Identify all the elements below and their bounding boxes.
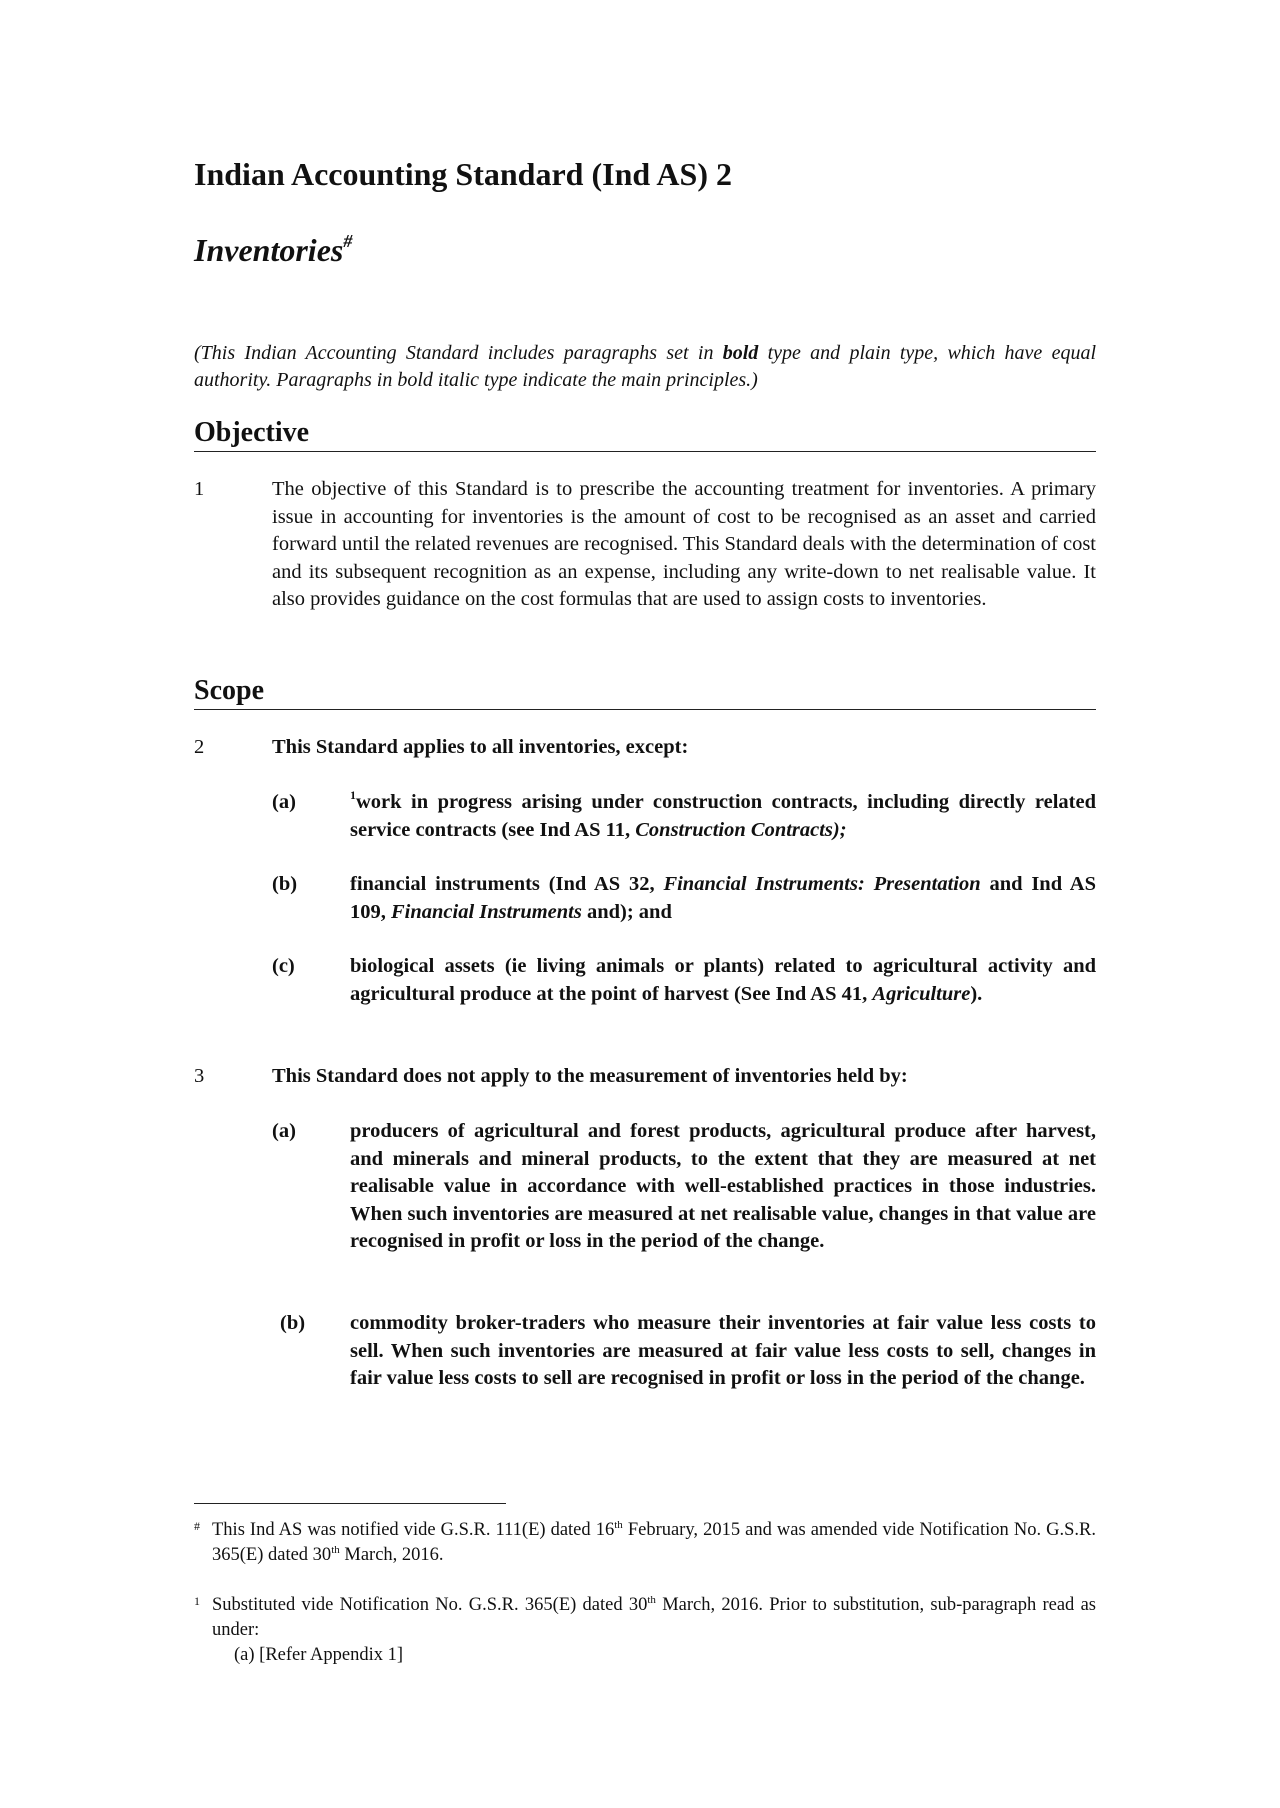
list-item-label: (c): [272, 955, 295, 977]
paragraph-text: This Standard does not apply to the measurement of inventories held by:: [272, 1065, 908, 1087]
list-item-text: producers of agricultural and forest products, agricultural produce after harvest, and minerals and mineral products, to the extent that they are measured at net realisable value in accordance with well-established practices in those industries. When such inventories are measured at net realisable value, changes in that value are recognised in profit or loss in the period of the change.: [350, 1120, 1096, 1252]
item-italic-part: Construction Contracts);: [635, 818, 847, 841]
paragraph-number: 2: [194, 736, 205, 758]
paragraph-text: The objective of this Standard is to prescribe the accounting treatment for inventories. A primary issue in accounting for inventories is the amount of cost to be recognised as an asset and carried forward until the related revenues are recognised. This Standard deals with the determination of cost and its subsequent recognition as an expense, including any write-down to net realisable value. It also provides guidance on the cost formulas that are used to assign costs to inventories.: [272, 478, 1096, 610]
list-item-label: (b): [272, 873, 298, 895]
footnote-text-part: March, 2016.: [339, 1545, 444, 1565]
item-text-part: work in progress arising under construction contracts, including directly related service contracts (see Ind AS 11,: [350, 791, 1096, 841]
document-title: Indian Accounting Standard (Ind AS) 2: [194, 156, 732, 192]
document-subtitle: [194, 232, 352, 269]
list-item-label: (a): [272, 791, 296, 813]
list-item: [272, 871, 1096, 926]
footnote: [194, 1518, 1096, 1568]
list-item: [272, 953, 1096, 1008]
item-text-part: ).: [970, 982, 983, 1005]
paragraph-number: 3: [194, 1065, 205, 1087]
footnote-text-part: February, 2015 and was amended vide Notification No. G.S.R. 365(E) dated 30: [212, 1520, 1096, 1565]
intro-note: [194, 340, 1096, 394]
item-italic-part: Agriculture: [872, 982, 971, 1005]
list-item: [272, 1310, 1096, 1393]
footnote-ordinal: th: [647, 1594, 656, 1606]
footnote-text-part: Substituted vide Notification No. G.S.R. 365(E) dated 30: [212, 1595, 648, 1615]
intro-text-1: (This Indian Accounting Standard includes paragraphs set in: [194, 342, 723, 364]
footnote-ordinal: th: [331, 1544, 340, 1556]
list-item-text: [350, 789, 1096, 844]
list-item-text: commodity broker-traders who measure their inventories at fair value less costs to sell. When such inventories are measured at fair value less costs to sell, changes in fair value less costs to sell are recognised in profit or loss in the period of the change.: [350, 1312, 1096, 1389]
item-text-part: and Ind AS 109,: [350, 873, 1096, 923]
footnote-subitem: (a) [Refer Appendix 1]: [234, 1645, 404, 1665]
subtitle-text: Inventories: [194, 232, 344, 268]
paragraph-number: 1: [194, 478, 205, 500]
footnote-separator: [194, 1503, 506, 1504]
section-heading-objective: Objective: [194, 417, 1096, 452]
list-item-label: (b): [280, 1312, 306, 1334]
footnote-mark: #: [194, 1519, 200, 1533]
intro-bold-word: bold: [722, 342, 759, 364]
footnote-text: [212, 1593, 1096, 1643]
paragraph-2: [194, 734, 1096, 762]
paragraph-1: [194, 476, 1096, 614]
footnote-text-part: This Ind AS was notified vide G.S.R. 111(E) dated 16: [212, 1520, 615, 1540]
intro-text-2: type and plain type, which have equal authority. Paragraphs in bold italic type indicate the main principles.): [194, 342, 1096, 391]
list-item: [272, 789, 1096, 844]
item-text-part: biological assets (ie living animals or plants) related to agricultural activity and agricultural produce at the point of harvest (See Ind AS 41,: [350, 955, 1096, 1005]
paragraph-3: [194, 1063, 1096, 1091]
item-italic-part: Financial Instruments: Presentation: [663, 873, 981, 895]
item-text-part: and); and: [581, 900, 672, 923]
footnote-ref: 1: [350, 788, 356, 802]
footnote-mark: 1: [194, 1594, 200, 1608]
item-text-part: financial instruments (Ind AS 32,: [350, 873, 664, 895]
footnote: [194, 1593, 1096, 1668]
section-heading-scope: Scope: [194, 675, 1096, 710]
list-item-text: [350, 953, 1096, 1008]
footnote-text: [212, 1518, 1096, 1568]
list-item-text: [350, 871, 1096, 926]
footnote-ordinal: th: [614, 1519, 623, 1531]
subtitle-footnote-mark: #: [343, 231, 353, 251]
footnote-text-part: March, 2016. Prior to substitution, sub-paragraph read as under:: [212, 1595, 1096, 1640]
item-italic-part: Financial Instruments: [391, 900, 582, 923]
paragraph-text: This Standard applies to all inventories, except:: [272, 736, 689, 758]
list-item-label: (a): [272, 1120, 296, 1142]
list-item: [272, 1118, 1096, 1256]
